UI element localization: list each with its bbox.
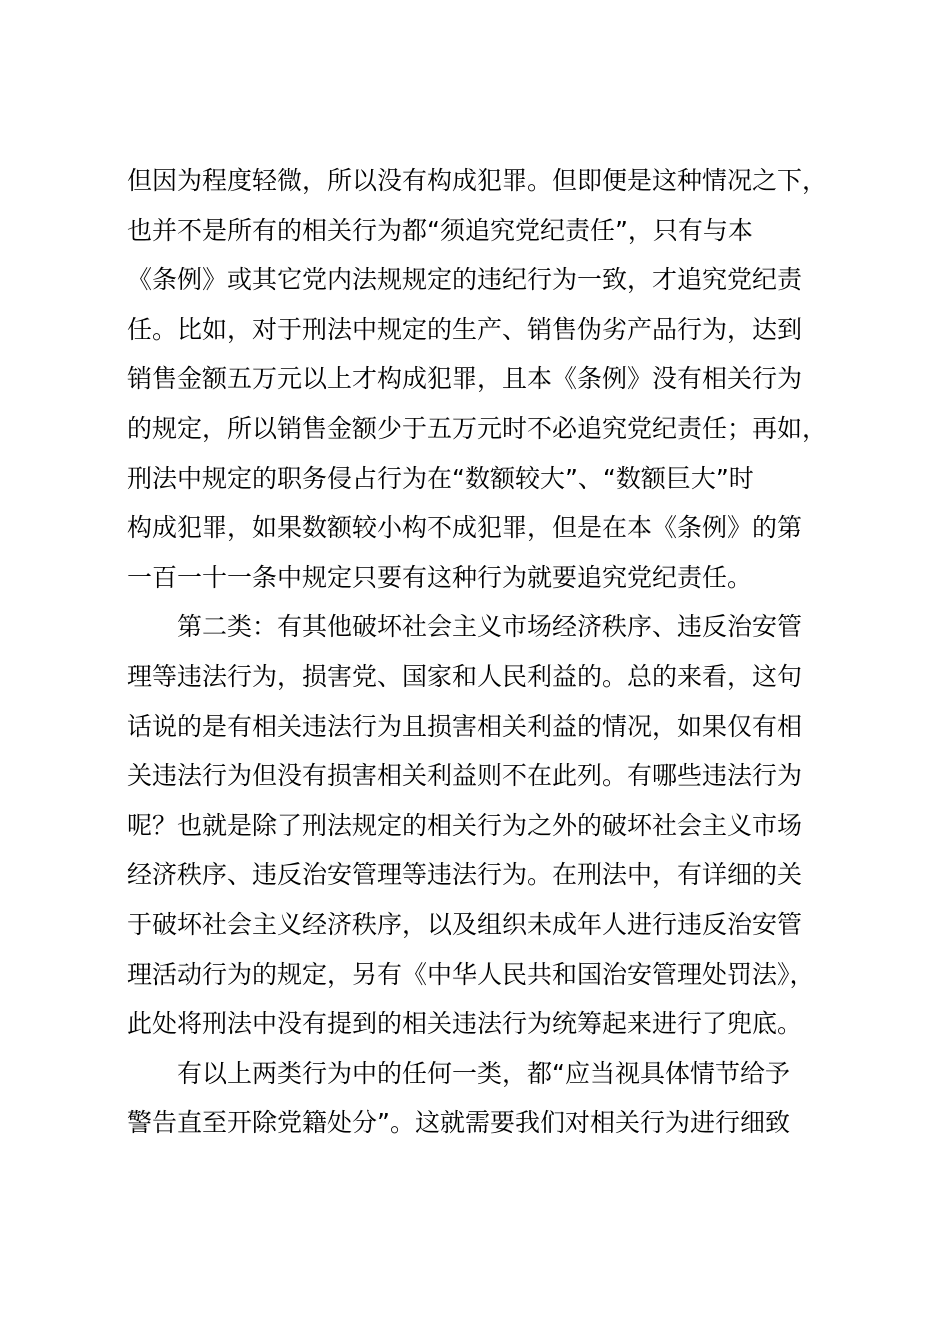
text-line: 销售金额五万元以上才构成犯罪，且本《条例》没有相关行为	[127, 364, 803, 394]
text-line: 警告直至开除党籍处分”。这就需要我们对相关行为进行细致	[127, 1108, 790, 1138]
body-text	[127, 156, 832, 1148]
text-line: 刑法中规定的职务侵占行为在“数额较大”、“数额巨大”时	[127, 463, 754, 493]
paragraph-start-line: 有以上两类行为中的任何一类，都“应当视具体情节给予	[177, 1058, 790, 1088]
text-line: 理活动行为的规定，另有《中华人民共和国治安管理处罚法》，	[127, 959, 815, 989]
text-line: 一百一十一条中规定只要有这种行为就要追究党纪责任。	[127, 562, 753, 592]
text-line: 此处将刑法中没有提到的相关违法行为统筹起来进行了兜底。	[127, 1009, 803, 1039]
paragraph-start-line: 第二类：有其他破坏社会主义市场经济秩序、违反治安管	[177, 612, 803, 642]
text-line: 的规定，所以销售金额少于五万元时不必追究党纪责任；再如，	[127, 413, 828, 443]
text-line: 于破坏社会主义经济秩序，以及组织未成年人进行违反治安管	[127, 909, 803, 939]
text-line: 《条例》或其它党内法规规定的违纪行为一致，才追究党纪责	[127, 265, 803, 295]
text-line: 但因为程度轻微，所以没有构成犯罪。但即便是这种情况之下，	[127, 166, 828, 195]
text-line: 任。比如，对于刑法中规定的生产、销售伪劣产品行为，达到	[127, 314, 803, 344]
text-line: 话说的是有相关违法行为且损害相关利益的情况，如果仅有相	[127, 711, 803, 741]
text-line: 构成犯罪，如果数额较小构不成犯罪，但是在本《条例》的第	[127, 513, 803, 543]
text-line: 理等违法行为，损害党、国家和人民利益的。总的来看，这句	[127, 661, 803, 691]
text-line: 经济秩序、违反治安管理等违法行为。在刑法中，有详细的关	[127, 860, 803, 890]
text-line: 也并不是所有的相关行为都“须追究党纪责任”，只有与本	[127, 215, 753, 245]
text-line: 呢？也就是除了刑法规定的相关行为之外的破坏社会主义市场	[127, 810, 803, 840]
text-line: 关违法行为但没有损害相关利益则不在此列。有哪些违法行为	[127, 761, 803, 791]
